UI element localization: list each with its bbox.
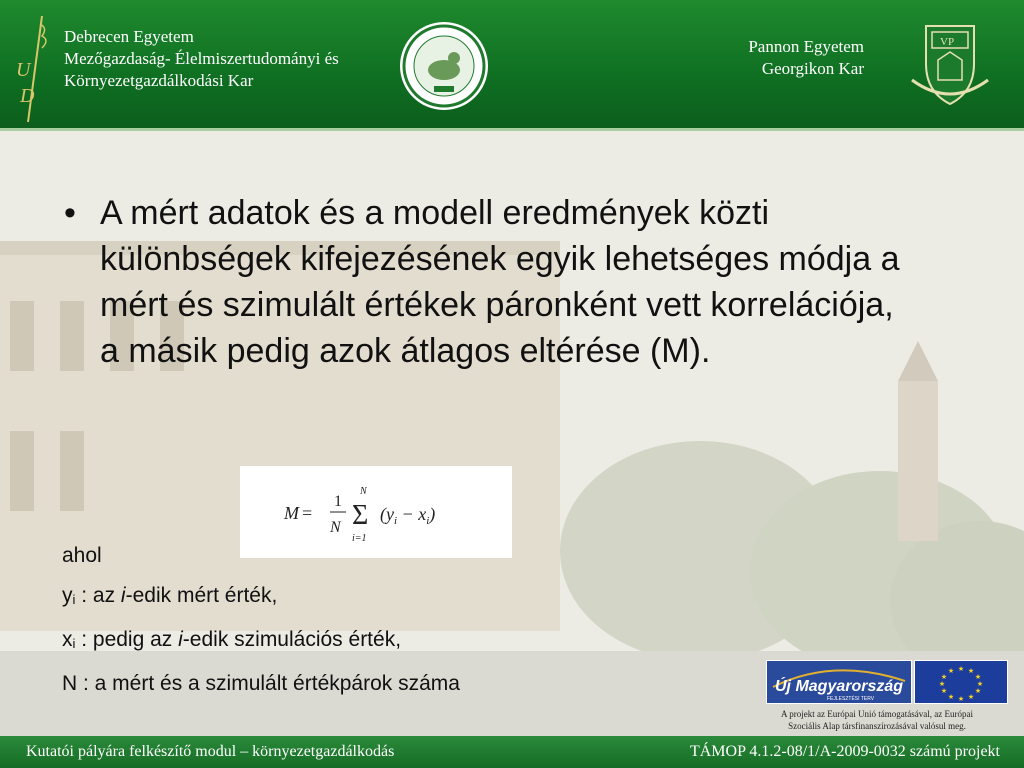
svg-text:★: ★ [976, 680, 984, 688]
bullet-text: A mért adatok és a modell eredmények közti különbségek kifejezésének egyik lehetséges módja a mért és szimulált értékek páronként vett korrelációja, a másik pedig azok átlagos eltérése (M). [100, 194, 900, 370]
eu-note-line: A projekt az Európai Unió támogatásával, az Európai [781, 709, 973, 719]
svg-text:★: ★ [938, 680, 946, 688]
svg-text:★: ★ [940, 673, 948, 681]
header-right-line: Georgikon Kar [761, 59, 864, 78]
uj-magyarorszag-logo [766, 660, 912, 704]
svg-text:★: ★ [974, 687, 982, 695]
svg-text:★: ★ [957, 695, 965, 703]
bullet-glyph: • [64, 194, 76, 232]
formula-lhs: M [284, 503, 299, 523]
svg-text:D: D [20, 85, 35, 107]
svg-text:VP: VP [940, 36, 955, 48]
svg-text:★: ★ [940, 687, 948, 695]
svg-text:Új Magyarország: Új Magyarország [775, 678, 904, 695]
svg-text:★: ★ [967, 693, 975, 701]
header-band [0, 0, 1024, 128]
university-shield-icon [904, 20, 996, 116]
header-right-line: Pannon Egyetem [748, 37, 864, 56]
university-name-left [64, 26, 339, 92]
svg-text:U: U [16, 59, 31, 81]
definition-x: xi : pedig az i-edik szimulációs érték, [62, 628, 402, 651]
sigma-icon: Σ [352, 500, 369, 531]
header-left-line: Debrecen Egyetem [64, 27, 194, 46]
svg-text:★: ★ [974, 673, 982, 681]
definitions [62, 536, 460, 704]
university-seal-icon [398, 20, 490, 112]
svg-text:★: ★ [967, 667, 975, 675]
definition-y: yi : az i-edik mért érték, [62, 584, 278, 607]
formula-sum-bottom: i=1 [352, 533, 367, 544]
formula-num: 1 [334, 493, 342, 510]
svg-text:FEJLESZTÉSI TERV: FEJLESZTÉSI TERV [827, 696, 875, 702]
svg-text:★: ★ [947, 667, 955, 675]
svg-text:★: ★ [947, 693, 955, 701]
footer-project-id: TÁMOP 4.1.2-08/1/A-2009-0032 számú projekt [689, 743, 1000, 760]
definition-n: N : a mért és a szimulált értékpárok száma [62, 672, 460, 695]
ud-logo-icon [10, 14, 52, 124]
formula-den: N [330, 519, 341, 536]
svg-text:★: ★ [957, 665, 965, 673]
eu-flag-icon [914, 660, 1008, 704]
formula-sum-top: N [360, 486, 367, 497]
formula-body: $(y_i - x_i)$ [380, 504, 436, 527]
ahol-label: ahol [62, 544, 102, 567]
eu-support-note [742, 708, 1012, 732]
header-left-line: Környezetgazdálkodási Kar [64, 71, 254, 90]
footer-band [0, 736, 1024, 768]
formula-eq: = [302, 503, 313, 523]
eu-note-line: Szociális Alap társfinanszírozásával valósul meg. [788, 721, 966, 731]
university-name-right [728, 36, 864, 80]
header-left-line: Mezőgazdaság- Élelmiszertudományi és [64, 49, 339, 68]
footer-module-title: Kutatói pályára felkészítő modul – környezetgazdálkodás [26, 743, 395, 760]
